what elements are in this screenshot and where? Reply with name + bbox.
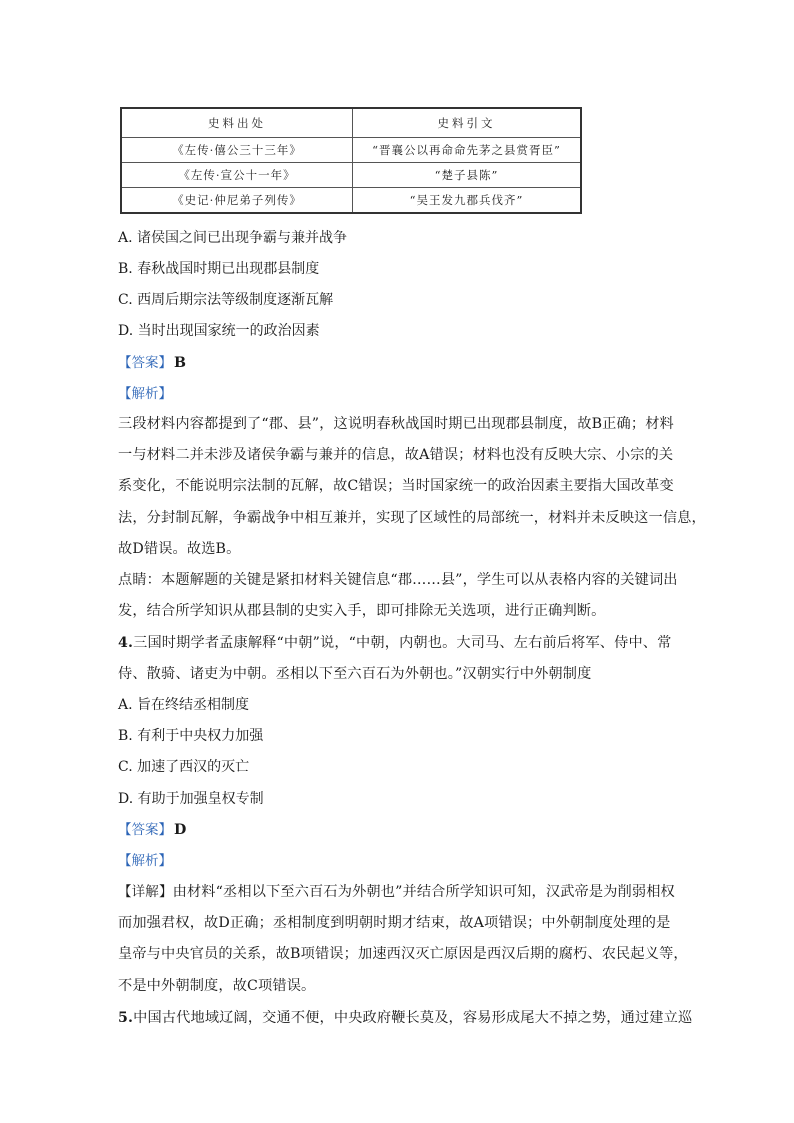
table-cell: “楚子县陈” (353, 163, 582, 188)
q3-option-b: B. 春秋战国时期已出现郡县制度 (118, 261, 320, 277)
table-row (121, 163, 581, 188)
answer-value: B (174, 355, 186, 371)
table-cell: 《左传·僖公三十三年》 (121, 138, 353, 163)
q3-analysis-line: 三段材料内容都提到了“郡、县”，这说明春秋战国时期已出现郡县制度，故B正确；材料 (118, 416, 674, 432)
q4-number: 4. (118, 635, 134, 651)
q4-analysis-line: 而加强君权，故D正确；丞相制度到明朝时期才结束，故A项错误；中外朝制度处理的是 (118, 915, 671, 931)
detail-tag: 【详解】 (118, 884, 173, 900)
q4-analysis-text: 由材料“丞相以下至六百石为外朝也”并结合所学知识可知，汉武帝是为削弱相权 (172, 884, 675, 900)
q5-stem-text: 中国古代地域辽阔，交通不便，中央政府鞭长莫及，容易形成尾大不掉之势，通过建立巡 (133, 1010, 693, 1026)
table-cell: “晋襄公以再命命先茅之县赏胥臣” (353, 138, 582, 163)
table-row (121, 138, 581, 163)
q4-option-d: D. 有助于加强皇权专制 (118, 791, 264, 807)
answer-tag: 【答案】 (118, 822, 172, 838)
q3-option-a: A. 诸侯国之间已出现争霸与兼并战争 (118, 230, 348, 246)
q4-answer (118, 820, 186, 840)
table-cell: “吴王发九郡兵伐齐” (353, 188, 582, 214)
q3-tip-line: 点睛：本题解题的关键是紧扣材料关键信息“郡……县”，学生可以从表格内容的关键词出 (118, 572, 678, 588)
q3-option-d: D. 当时出现国家统一的政治因素 (118, 323, 320, 339)
q3-analysis-line: 故D错误。故选B。 (118, 541, 241, 557)
q5-stem-line (118, 1008, 692, 1028)
table-header-quote: 史料引文 (353, 108, 582, 138)
q4-option-a: A. 旨在终结丞相制度 (118, 697, 250, 713)
q3-analysis-line: 法，分封制瓦解，争霸战争中相互兼并，实现了区域性的局部统一，材料并未反映这一信息， (118, 510, 706, 526)
q3-analysis-line: 系变化，不能说明宗法制的瓦解，故C错误；当时国家统一的政治因素主要指大国改革变 (118, 478, 674, 494)
q4-option-c: C. 加速了西汉的灭亡 (118, 759, 250, 775)
q3-analysis-line: 一与材料二并未涉及诸侯争霸与兼并的信息，故A错误；材料也没有反映大宗、小宗的关 (118, 447, 674, 463)
analysis-tag: 【解析】 (118, 386, 172, 402)
q4-analysis-tag (118, 851, 172, 871)
q4-analysis-line: 皇帝与中央官员的关系，故B项错误；加速西汉灭亡原因是西汉后期的腐朽、农民起义等， (118, 946, 688, 962)
answer-tag: 【答案】 (118, 355, 172, 371)
analysis-tag: 【解析】 (118, 853, 172, 869)
table-cell: 《史记·仲尼弟子列传》 (121, 188, 353, 214)
source-table (120, 107, 582, 214)
table-header-row (121, 108, 581, 138)
q3-analysis-tag (118, 384, 172, 404)
q4-stem-line: 侍、散骑、诸吏为中朝。丞相以下至六百石为外朝也。”汉朝实行中外朝制度 (118, 666, 592, 682)
q4-analysis-line: 不是中外朝制度，故C项错误。 (118, 978, 316, 994)
table-cell: 《左传·宣公十一年》 (121, 163, 353, 188)
q5-number: 5. (118, 1010, 134, 1026)
q3-answer (118, 353, 186, 373)
q3-tip-line: 发，结合所学知识从郡县制的史实入手，即可排除无关选项，进行正确判断。 (118, 603, 606, 619)
q4-stem-line (118, 633, 672, 653)
answer-value: D (174, 822, 187, 838)
q3-option-c: C. 西周后期宗法等级制度逐渐瓦解 (118, 292, 334, 308)
q4-option-b: B. 有利于中央权力加强 (118, 728, 264, 744)
table-header-source: 史料出处 (121, 108, 353, 138)
q4-analysis-line (118, 882, 675, 902)
q4-stem-text: 三国时期学者孟康解释“中朝”说，“中朝，内朝也。大司马、左右前后将军、侍中、常 (133, 635, 672, 651)
table-row (121, 188, 581, 214)
